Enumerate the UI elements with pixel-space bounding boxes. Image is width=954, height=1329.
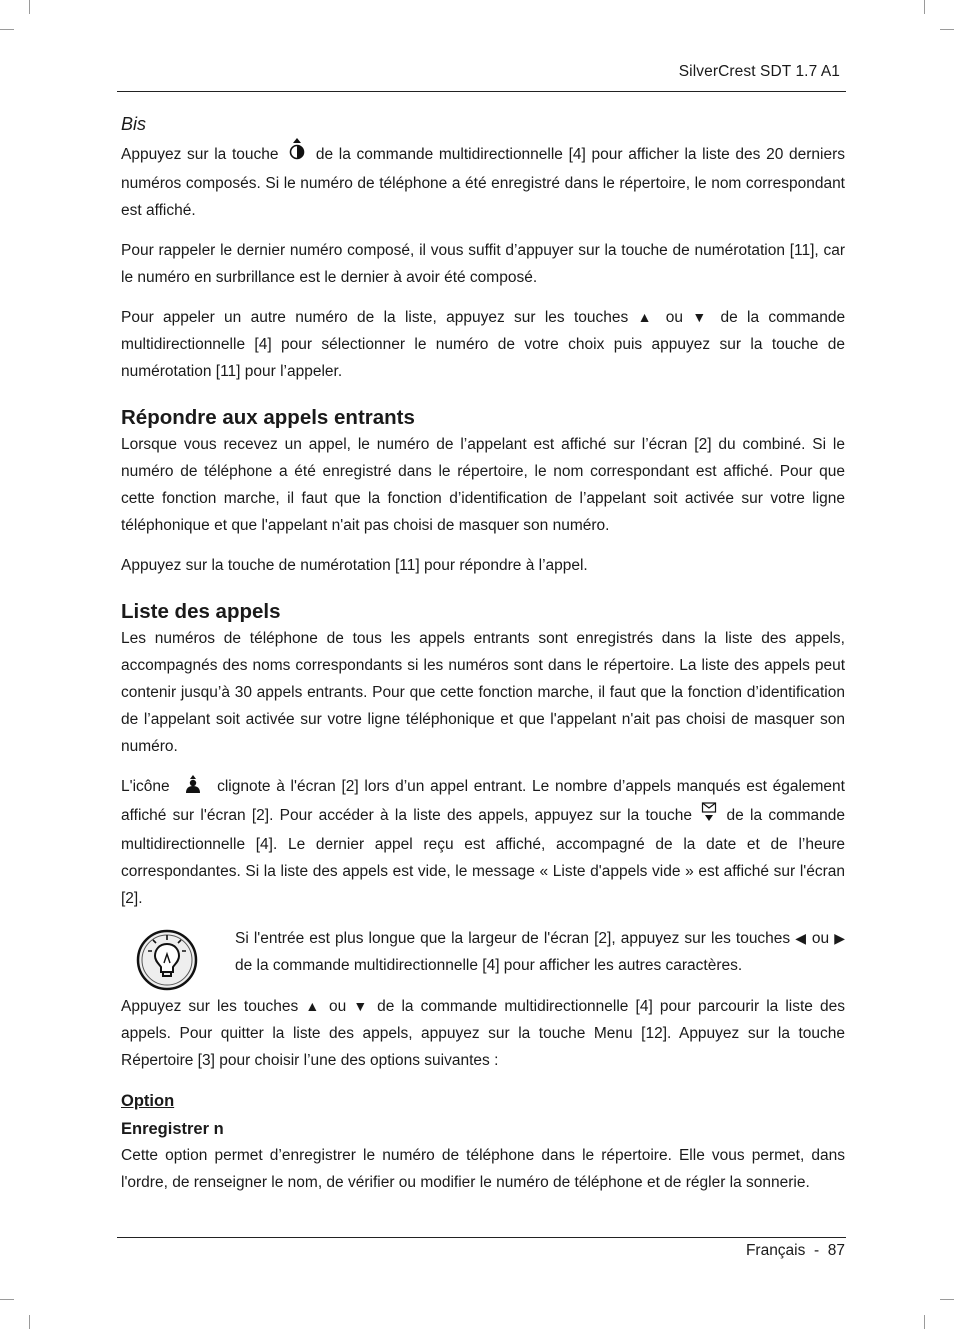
crop-mark [29, 1315, 30, 1329]
call-list-down-key-icon [701, 802, 717, 831]
page-footer: Français - 87 [745, 1242, 845, 1259]
paragraph: Appuyez sur les touches ▲ ou ▼ de la commande multidirectionnelle [4] pour parcourir la liste des appels. Pour quitter la liste des appels, appuyez sur la touche Menu [12]. Appuyez sur la touche Répertoire [3] pour choisir l’une des options suivantes : [121, 998, 845, 1069]
paragraph: L'icône clignote à l'écran [2] lors d’un appel entrant. Le nombre d’appels manqués est également affiché sur l'écran [2]. Pour accéder à la liste des appels, appuyez sur la touche de la commande multidirectionnelle [4]. Le dernier appel reçu est affiché, accompagné de la date et de l’heure correspondantes. Si la liste des appels est vide, le message « Liste d'appels vide » est affiché sur l'écran [2]. [121, 773, 845, 912]
section-heading-call-list: Liste des appels [121, 600, 281, 623]
lightbulb-tip-icon [136, 929, 198, 991]
footer-rule [117, 1237, 846, 1238]
paragraph: Appuyez sur la touche de la commande multidirectionnelle [4] pour afficher la liste des 20 derniers numéros composés. Si le numéro de téléphone a été enregistré dans le répertoire, le nom correspondant est affiché. [121, 137, 845, 224]
arrow-right-icon: ▶ [834, 930, 845, 946]
section-heading-answer: Répondre aux appels entrants [121, 406, 415, 429]
tip-note-text: Si l'entrée est plus longue que la largeur de l'écran [2], appuyez sur les touches ◀ ou ▶ de la commande multidirectionnelle [4] pour afficher les autres caractères. [235, 930, 845, 974]
paragraph: Pour rappeler le dernier numéro composé, il vous suffit d’appuyer sur la touche de numérotation [11], car le numéro en surbrillance est le dernier à avoir été composé. [121, 242, 845, 286]
header-rule [117, 91, 846, 92]
crop-mark [940, 1299, 954, 1300]
tip-note [121, 925, 845, 991]
crop-mark [940, 29, 954, 30]
crop-mark [0, 1299, 14, 1300]
arrow-down-icon: ▼ [692, 309, 712, 325]
arrow-up-icon: ▲ [305, 998, 322, 1014]
option-label: Option [121, 1092, 175, 1110]
arrow-up-icon: ▲ [637, 309, 657, 325]
page-body [121, 112, 845, 1209]
phonebook-up-key-icon [287, 137, 307, 170]
paragraph: Cette option permet d’enregistrer le numéro de téléphone dans le répertoire. Elle vous permet, dans l'ordre, de renseigner le nom, de vérifier ou modifier le numéro de téléphone et de régler la sonnerie. [121, 1147, 845, 1191]
crop-mark [924, 0, 925, 14]
section-heading-bis: Bis [121, 114, 147, 134]
option-name: Enregistrer n [121, 1120, 224, 1138]
crop-mark [924, 1315, 925, 1329]
paragraph: Les numéros de téléphone de tous les appels entrants sont enregistrés dans la liste des appels, accompagnés des noms correspondants si les numéros sont dans le répertoire. La liste des appels peut contenir jusqu’à 30 appels entrants. Pour que cette fonction marche, il faut que la fonction d’identification de l’appelant soit activée sur votre ligne téléphonique et que l'appelant n'ait pas choisi de masquer son numéro. [121, 630, 845, 755]
paragraph: Pour appeler un autre numéro de la liste, appuyez sur les touches ▲ ou ▼ de la commande multidirectionnelle [4] pour sélectionner le numéro de votre choix puis appuyez sur la touche de numérotation [11] pour l’appeler. [121, 309, 846, 380]
arrow-down-icon: ▼ [353, 998, 371, 1014]
paragraph: Appuyez sur la touche de numérotation [11] pour répondre à l’appel. [121, 557, 588, 574]
missed-call-person-icon [185, 775, 201, 802]
paragraph: Lorsque vous recevez un appel, le numéro de l’appelant est affiché sur l’écran [2] du combiné. Si le numéro de téléphone a été enregistré dans le répertoire, le nom correspondant est affiché. Pour que cette fonction marche, il faut que la fonction d’identification de l’appelant soit activée sur votre ligne téléphonique et que l'appelant n'ait pas choisi de masquer son numéro. [121, 436, 845, 534]
arrow-left-icon: ◀ [795, 930, 807, 946]
crop-mark [0, 29, 14, 30]
crop-mark [29, 0, 30, 14]
running-header: SilverCrest SDT 1.7 A1 [678, 63, 840, 80]
